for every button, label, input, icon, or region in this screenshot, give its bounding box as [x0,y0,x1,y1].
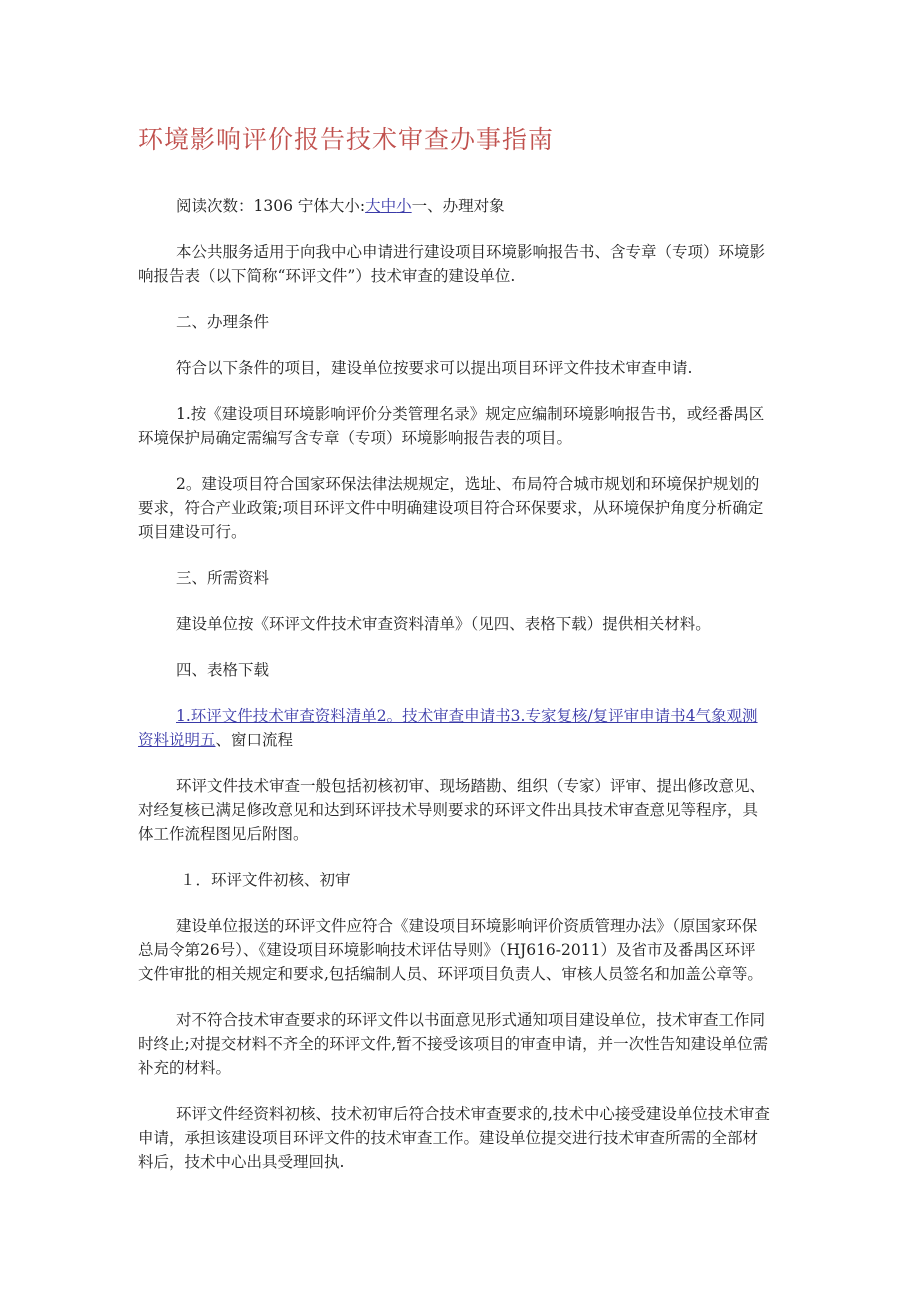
paragraph-step-1a: 建设单位报送的环评文件应符合《建设项目环境影响评价资质管理办法》（原国家环保总局令第26号）、《建设项目环境影响技术评估导则》（HJ616-2011）及省市及番禺区环评文件审批的相关规定和要求,包括编制人员、环评项目负责人、审核人员签名和加盖公章等。 [138,917,763,983]
paragraph-scope: 本公共服务适用于向我中心申请进行建设项目环境影响报告书、含专章（专项）环境影响报告表（以下简称“环评文件”）技术审查的建设单位. [138,243,766,285]
paragraph-condition-2: 2。建设项目符合国家环保法律法规规定，选址、布局符合城市规划和环境保护规划的要求，符合产业政策;项目环评文件中明确建设项目符合环保要求，从环境保护角度分析确定项目建设可行。 [138,475,764,541]
paragraph-step-1b: 对不符合技术审查要求的环评文件以书面意见形式通知项目建设单位，技术审查工作同时终止;对提交材料不齐全的环评文件,暂不接受该项目的审查申请，并一次性告知建设单位需补充的材料。 [138,1011,769,1077]
paragraph-conditions: 符合以下条件的项目，建设单位按要求可以提出项目环评文件技术审查申请. [176,359,693,377]
section-heading-materials: 三、所需资料 [176,569,270,587]
downloads-links-line [138,704,770,752]
subheading-step-1: １．环评文件初核、初审 [180,871,351,889]
download-link-checklist[interactable]: 1.环评文件技术审查资料清单 [176,707,377,725]
paragraph-materials: 建设单位按《环评文件技术审查资料清单》（见四、表格下载）提供相关材料。 [176,615,711,633]
font-size-medium-link[interactable]: 中 [380,197,397,215]
paragraph-step-1c: 环评文件经资料初核、技术初审后符合技术审查要求的,技术中心接受建设单位技术审查申请，承担该建设项目环评文件的技术审查工作。建设单位提交进行技术审查所需的全部材料后，技术中心出具受理回执. [138,1105,770,1171]
font-size-small-link[interactable]: 小 [396,197,412,215]
download-link-review-application[interactable]: 3.专家复核/复评审申请书 [510,707,686,725]
section-heading-conditions: 二、办理条件 [176,313,270,331]
read-count-line [138,194,770,218]
section-five-link[interactable]: 五 [200,731,216,749]
page-title: 环境影响评价报告技术审查办事指南 [138,125,555,154]
read-count-text: 阅读次数：1306 宁体大小: [176,197,366,215]
font-size-large-link[interactable]: 大 [365,197,381,215]
download-link-weather-data[interactable]: 4气象观测资料说明 [138,707,758,749]
section-heading-window-flow: 、窗口流程 [215,731,294,749]
section-heading-downloads: 四、表格下载 [176,661,270,679]
paragraph-flow: 环评文件技术审查一般包括初核初审、现场踏勘、组织（专家）评审、提出修改意见、对经复核已满足修改意见和达到环评技术导则要求的环评文件出具技术审查意见等程序，具体工作流程图见后附图。 [138,777,766,843]
paragraph-condition-1: 1.按《建设项目环境影响评价分类管理名录》规定应编制环境影响报告书，或经番禺区环境保护局确定需编写含专章（专项）环境影响报告表的项目。 [138,405,765,447]
section-heading-target: 一、办理对象 [411,197,505,215]
download-link-application[interactable]: 2。技术审查申请书 [376,707,511,725]
